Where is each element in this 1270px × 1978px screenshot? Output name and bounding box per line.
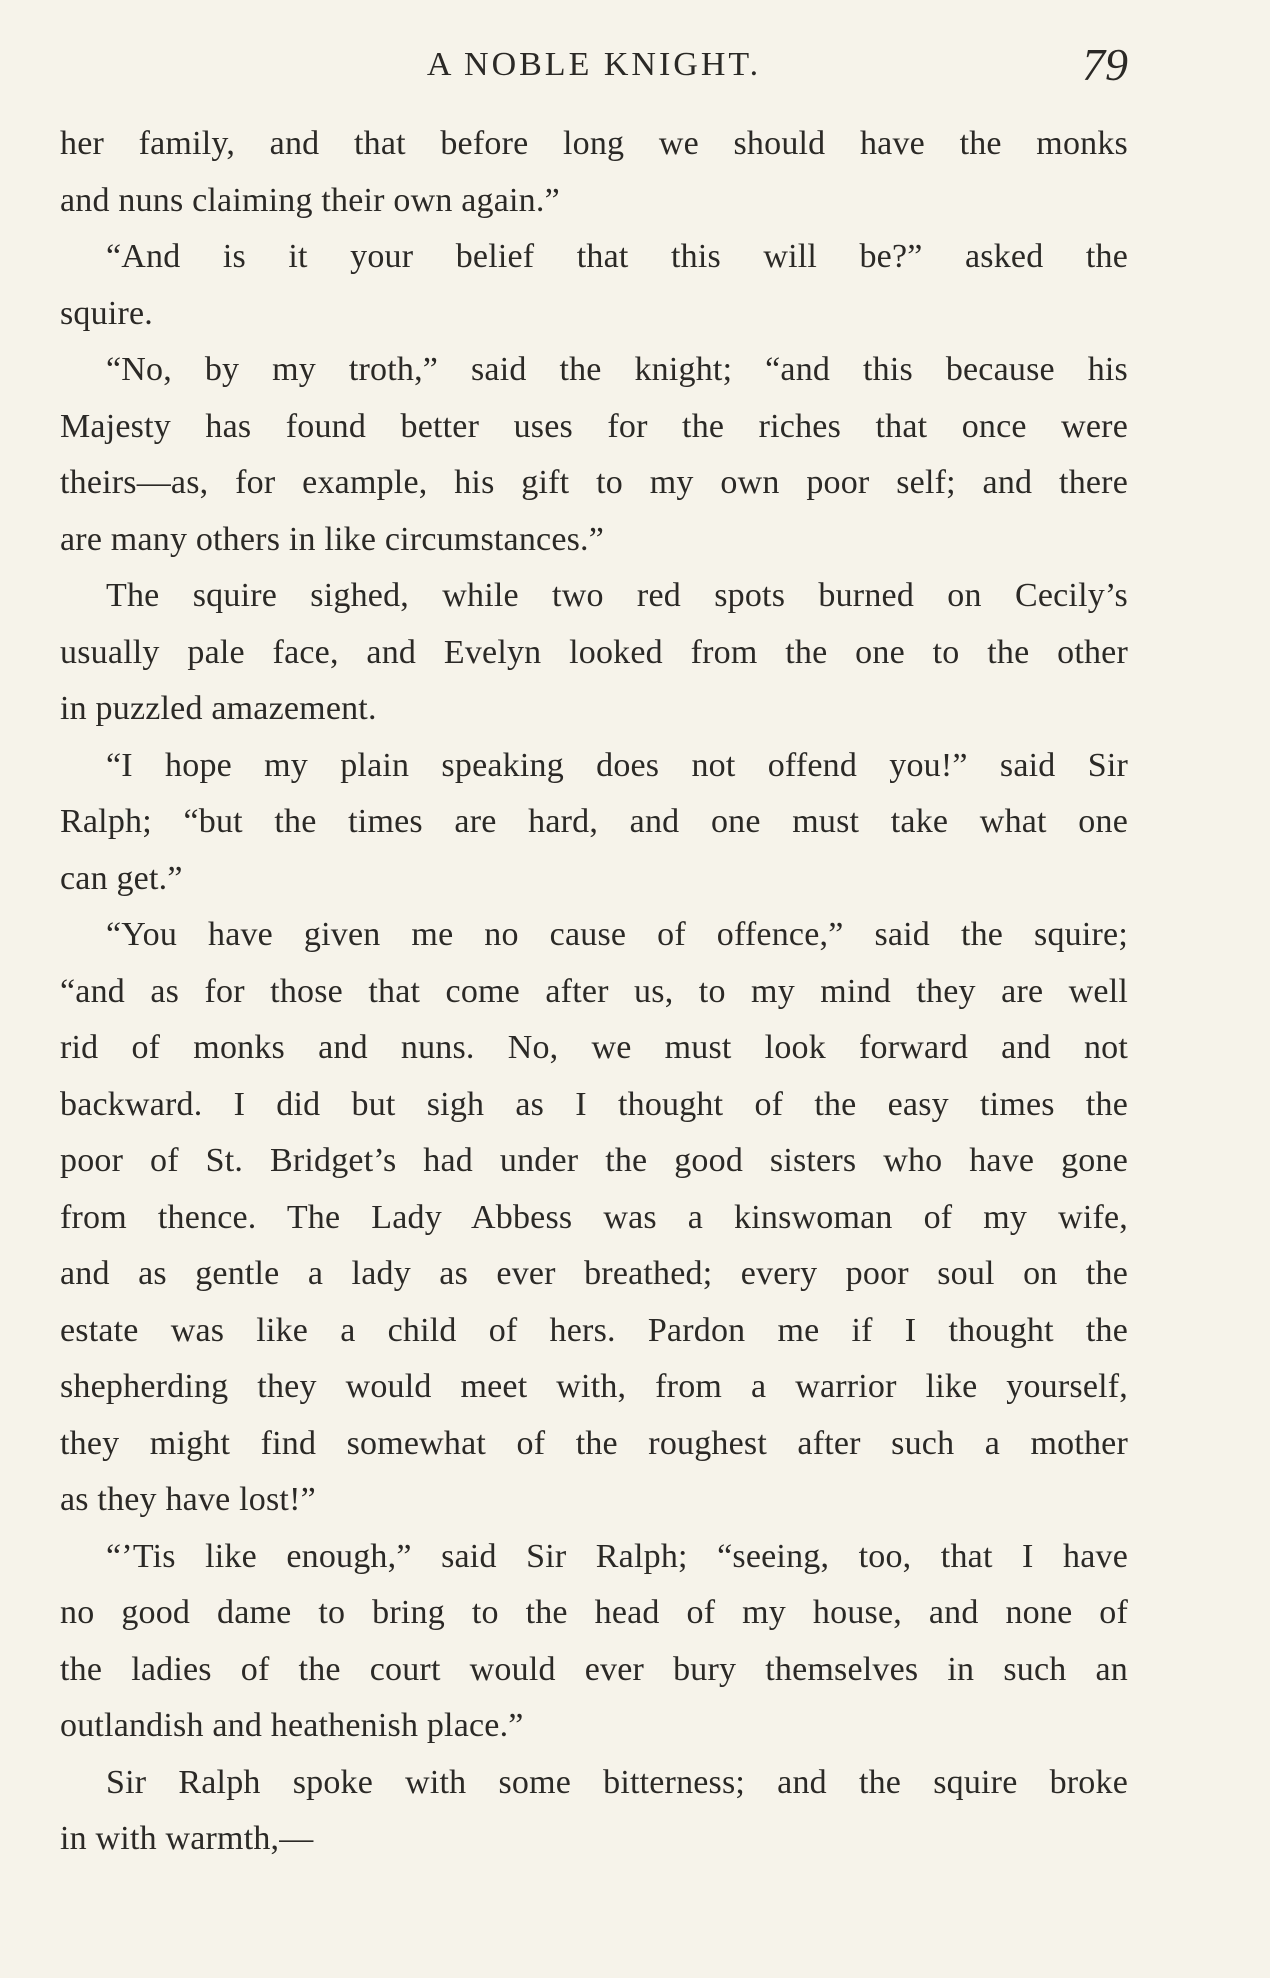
text-line: Sir Ralph spoke with some bitterness; and the squire broke: [106, 1763, 1128, 1801]
page-number: 79: [1082, 39, 1128, 90]
text-line: they might find somewhat of the roughest after such a mother: [60, 1424, 1128, 1462]
text-line: Ralph; “but the times are hard, and one must take what one: [60, 803, 1128, 840]
text-line: The squire sighed, while two red spots burned on Cecily’s: [106, 577, 1128, 614]
body-text: [60, 116, 1128, 1868]
text-line: “I hope my plain speaking does not offend you!” said Sir: [106, 746, 1128, 784]
text-line: “And is it your belief that this will be?” asked the: [106, 238, 1128, 275]
text-line: usually pale face, and Evelyn looked from the one to the other: [60, 633, 1128, 671]
text-line: in with warmth,—: [60, 1820, 314, 1857]
text-line: backward. I did but sigh as I thought of the easy times the: [60, 1085, 1128, 1123]
text-line: estate was like a child of hers. Pardon me if I thought the: [60, 1311, 1128, 1349]
text-line: are many others in like circumstances.”: [60, 520, 605, 558]
text-line: from thence. The Lady Abbess was a kinswoman of my wife,: [60, 1198, 1128, 1236]
text-line: “and as for those that come after us, to my mind they are well: [60, 972, 1128, 1010]
text-line: as they have lost!”: [60, 1481, 316, 1518]
text-line: Majesty has found better uses for the riches that once were: [60, 407, 1128, 445]
text-line: her family, and that before long we should have the monks: [60, 125, 1128, 162]
running-head: [60, 38, 1128, 98]
text-line: poor of St. Bridget’s had under the good sisters who have gone: [60, 1142, 1128, 1179]
text-line: theirs—as, for example, his gift to my own poor self; and there: [60, 464, 1128, 501]
text-line: outlandish and heathenish place.”: [60, 1707, 524, 1744]
text-line: “You have given me no cause of offence,” said the squire;: [106, 916, 1128, 953]
text-line: no good dame to bring to the head of my house, and none of: [60, 1594, 1128, 1631]
text-line: “No, by my troth,” said the knight; “and this because his: [106, 351, 1128, 388]
text-line: and as gentle a lady as ever breathed; every poor soul on the: [60, 1255, 1128, 1292]
text-line: shepherding they would meet with, from a warrior like yourself,: [60, 1368, 1128, 1405]
text-line: the ladies of the court would ever bury themselves in such an: [60, 1650, 1128, 1688]
text-line: squire.: [60, 294, 153, 332]
text-line: rid of monks and nuns. No, we must look forward and not: [60, 1029, 1128, 1066]
text-line: “’Tis like enough,” said Sir Ralph; “seeing, too, that I have: [106, 1537, 1128, 1575]
text-line: can get.”: [60, 859, 183, 897]
text-line: and nuns claiming their own again.”: [60, 181, 560, 219]
running-title: A NOBLE KNIGHT.: [426, 46, 762, 83]
text-line: in puzzled amazement.: [60, 690, 377, 727]
